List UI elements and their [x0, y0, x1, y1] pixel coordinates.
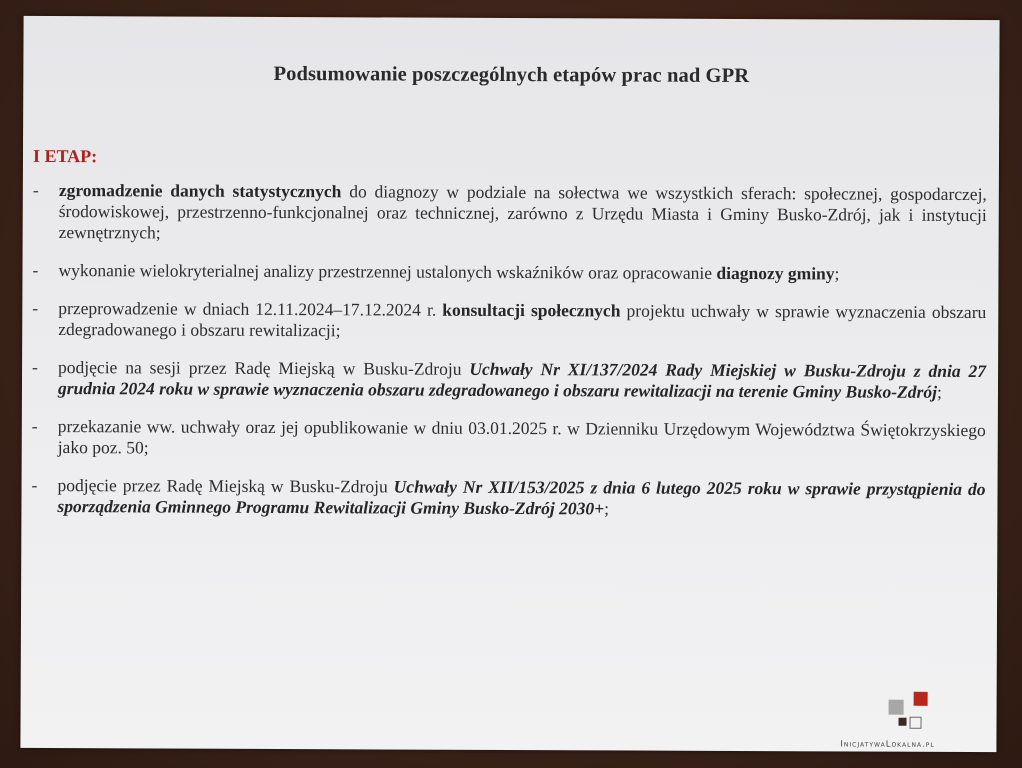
- list-dash: -: [31, 474, 38, 495]
- item-text: do diagnozy w podziale na sołectwa we wszystkich sferach: społecznej, gospodarczej, środowiskowej, przestrzenno-funkcjonalnej oraz technicznej, zarówno z Urzędu Miasta i Gminy Busko-Zdrój, jak i instytucji zewnętrznych;: [58, 181, 987, 243]
- list-item: [32, 298, 986, 344]
- item-text: ;: [834, 263, 840, 284]
- item-emphasis: diagnozy gminy: [716, 262, 835, 284]
- inicjatywa-lokalna-logo: [888, 692, 932, 732]
- footer-website: InicjatywaLokalna.pl: [840, 739, 935, 750]
- list-dash: -: [32, 297, 39, 318]
- list-dash: -: [32, 356, 38, 377]
- item-emphasis: zgromadzenie danych statystycznych: [58, 180, 342, 202]
- item-text: podjęcie na sesji przez Radę Miejską w Busku-Zdroju: [58, 357, 470, 379]
- item-emphasis: konsultacji społecznych: [442, 299, 621, 321]
- presentation-slide: [20, 16, 999, 752]
- list-dash: -: [32, 179, 39, 200]
- item-text: ;: [936, 381, 942, 402]
- item-text: podjęcie przez Radę Miejską w Busku-Zdroju: [57, 475, 394, 497]
- list-item: [32, 260, 986, 285]
- stage-items-list: [31, 180, 987, 538]
- resolution-title: Uchwały Nr XII/153/2025 z dnia 6 lutego 2025 roku w sprawie przystąpienia do sporządzenia Gminnego Programu Rewitalizacji Gminy Busko-Zdrój 2030+: [57, 476, 986, 519]
- resolution-title: Uchwały Nr XI/137/2024 Rady Miejskiej w Busku-Zdroju z dnia 27 grudnia 2024 roku w sprawie wyznaczenia obszaru zdegradowanego i obszaru rewitalizacji na terenie Gminy Busko-Zdrój: [57, 358, 987, 402]
- list-dash: -: [32, 259, 39, 280]
- list-item: [31, 475, 985, 521]
- logo-dark-square: [899, 718, 907, 726]
- logo-grey-square: [889, 700, 904, 715]
- item-text: przeprowadzenie w dniach 12.11.2024–17.12.2024 r.: [58, 298, 443, 320]
- list-item: [32, 357, 986, 403]
- item-text: przekazanie ww. uchwały oraz jej opublikowanie w dniu 03.01.2025 r. w Dzienniku Urzędowym Województwa Świętokrzyskiego jako poz. 50;: [57, 416, 986, 458]
- list-dash: -: [31, 415, 38, 436]
- logo-red-square: [914, 692, 928, 706]
- logo-outline-square: [909, 717, 921, 729]
- list-item: [33, 180, 987, 247]
- list-item: [32, 416, 986, 462]
- stage-label: I ETAP:: [32, 145, 98, 167]
- slide-title: Podsumowanie poszczególnych etapów prac nad GPR: [273, 62, 750, 88]
- item-text: ;: [604, 498, 610, 519]
- item-text: projektu uchwały w sprawie wyznaczenia obszaru zdegradowanego i obszaru rewitalizacji;: [58, 300, 987, 341]
- item-text: wykonanie wielokryterialnej analizy przestrzennej ustalonych wskaźników oraz opracowanie: [58, 260, 717, 283]
